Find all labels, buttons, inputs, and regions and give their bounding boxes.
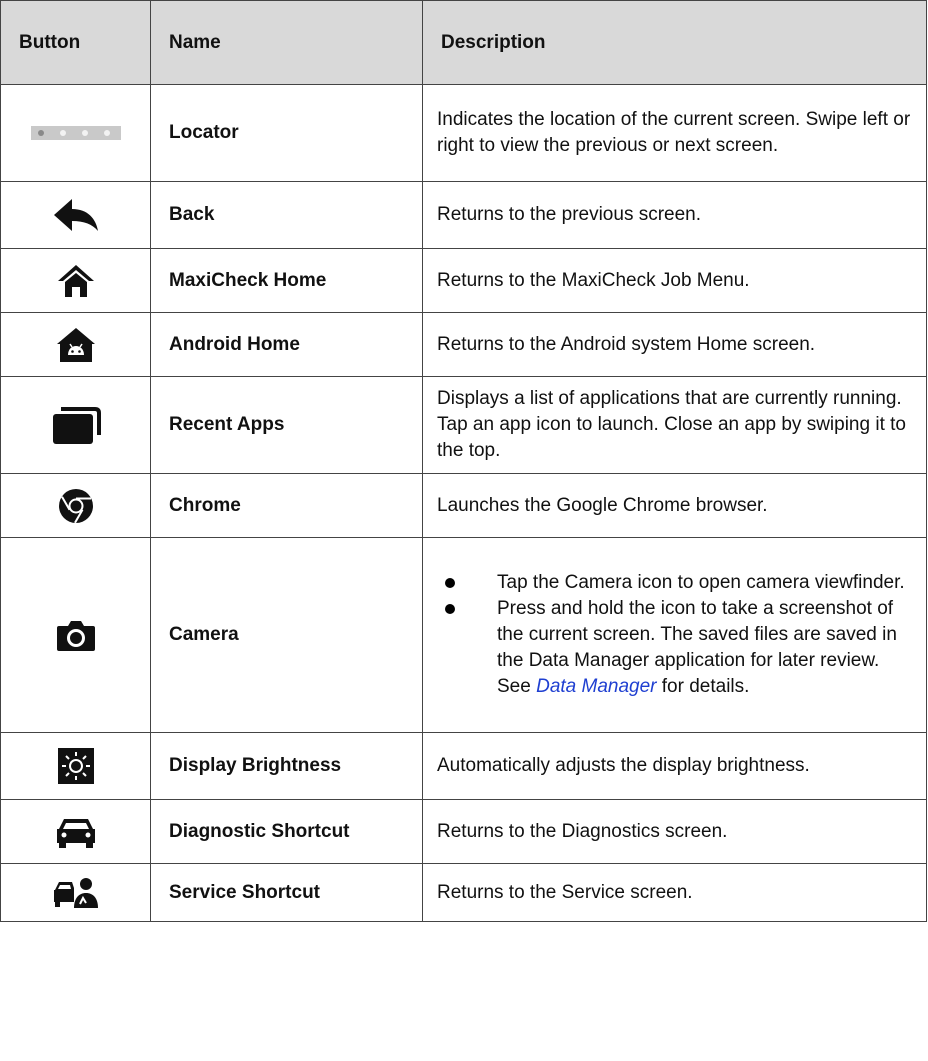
button-cell bbox=[1, 474, 151, 538]
bullet-text: Press and hold the icon to take a screenshot of the current screen. The saved files are saved in the Data Manager application for later review. See bbox=[497, 598, 897, 697]
row-description: Displays a list of applications that are currently running. Tap an app icon to launch. Close an app by swiping it to the top. bbox=[423, 377, 927, 474]
table-row bbox=[1, 800, 927, 864]
button-cell bbox=[1, 538, 151, 733]
row-name: Display Brightness bbox=[151, 733, 423, 800]
locator-dots-icon bbox=[31, 126, 121, 140]
row-description: Automatically adjusts the display brightness. bbox=[423, 733, 927, 800]
row-description: Returns to the Diagnostics screen. bbox=[423, 800, 927, 864]
row-description bbox=[423, 538, 927, 733]
row-description: Returns to the Service screen. bbox=[423, 864, 927, 922]
button-cell bbox=[1, 85, 151, 182]
row-description: Returns to the Android system Home screen. bbox=[423, 313, 927, 377]
bullet-tail: for details. bbox=[661, 676, 750, 697]
table-row bbox=[1, 377, 927, 474]
table-row bbox=[1, 85, 927, 182]
bullet-item: Tap the Camera icon to open camera viewfinder. bbox=[437, 570, 916, 596]
table-row bbox=[1, 538, 927, 733]
button-cell bbox=[1, 377, 151, 474]
row-name: Back bbox=[151, 182, 423, 249]
display-brightness-icon bbox=[58, 748, 94, 784]
header-button: Button bbox=[1, 1, 151, 85]
recent-apps-icon bbox=[51, 405, 101, 445]
row-description: Indicates the location of the current screen. Swipe left or right to view the previous or next screen. bbox=[423, 85, 927, 182]
service-shortcut-icon bbox=[52, 876, 100, 910]
row-name: Recent Apps bbox=[151, 377, 423, 474]
android-home-icon bbox=[56, 327, 96, 363]
bullet-item bbox=[437, 596, 916, 700]
row-name: Android Home bbox=[151, 313, 423, 377]
row-name: Diagnostic Shortcut bbox=[151, 800, 423, 864]
table-row bbox=[1, 182, 927, 249]
table-row bbox=[1, 313, 927, 377]
table-row bbox=[1, 249, 927, 313]
camera-icon bbox=[55, 617, 97, 653]
row-description: Launches the Google Chrome browser. bbox=[423, 474, 927, 538]
back-arrow-icon bbox=[52, 197, 100, 233]
row-name: MaxiCheck Home bbox=[151, 249, 423, 313]
row-name: Chrome bbox=[151, 474, 423, 538]
button-cell bbox=[1, 864, 151, 922]
diagnostic-car-icon bbox=[54, 815, 98, 849]
button-cell bbox=[1, 800, 151, 864]
table-row bbox=[1, 733, 927, 800]
header-description: Description bbox=[423, 1, 927, 85]
camera-bullet-list bbox=[437, 570, 916, 700]
row-description: Returns to the MaxiCheck Job Menu. bbox=[423, 249, 927, 313]
table-row bbox=[1, 864, 927, 922]
button-cell bbox=[1, 313, 151, 377]
button-cell bbox=[1, 249, 151, 313]
header-name: Name bbox=[151, 1, 423, 85]
button-cell bbox=[1, 733, 151, 800]
button-cell bbox=[1, 182, 151, 249]
data-manager-link[interactable]: Data Manager bbox=[536, 676, 657, 697]
chrome-icon bbox=[58, 488, 94, 524]
row-description: Returns to the previous screen. bbox=[423, 182, 927, 249]
maxicheck-home-icon bbox=[56, 263, 96, 299]
table-row bbox=[1, 474, 927, 538]
row-name: Locator bbox=[151, 85, 423, 182]
row-name: Service Shortcut bbox=[151, 864, 423, 922]
row-name: Camera bbox=[151, 538, 423, 733]
table-header-row bbox=[1, 1, 927, 85]
